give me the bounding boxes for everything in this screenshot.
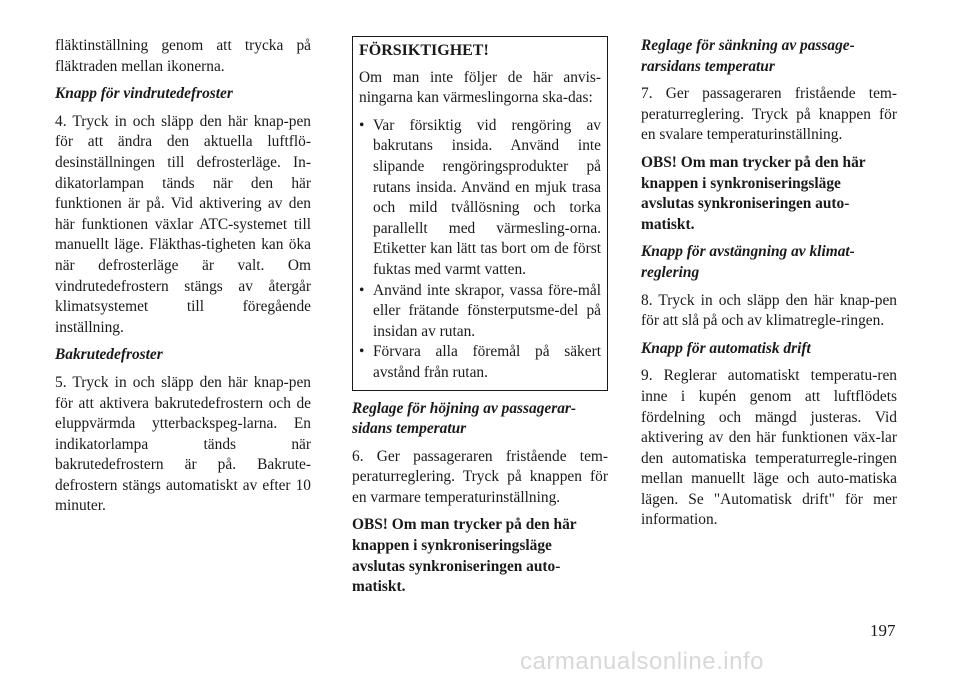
heading-lower-passenger-temp: Reglage för sänkning av passage-rarsidans temperatur [641,37,855,75]
caution-item: • Förvara alla föremål på säkert avstånd från rutan. [359,342,601,383]
column-right [641,36,897,538]
paragraph-5: 5. Tryck in och släpp den här knap-pen för att aktivera bakrutedefrostern och de eluppvärmda ytterbackspeg-larna. En indikatorlampa tänds när bakrutedefrostern är på. Bakrute-defrostern stängs automatiskt av efter 10 minuter. [55,373,311,515]
caution-box [352,36,608,391]
note-sync: OBS! Om man trycker på den här knappen i synkroniseringsläge avslutas synkroniseringen auto-matiskt. [352,516,577,596]
caution-title: FÖRSIKTIGHET! [359,42,489,59]
heading-windshield-defroster: Knapp för vindrutedefroster [55,85,233,103]
paragraph-6: 6. Ger passageraren fristående tem-peraturreglering. Tryck på knappen för en varmare temperaturinställning. [352,447,608,506]
heading-auto-mode: Knapp för automatisk drift [641,339,811,357]
paragraph-9: 9. Reglerar automatiskt temperatu-ren inne i kupén genom att luftflödets fördelning och mängd justeras. Vid aktivering av den här funktionen väx-lar den automatiska temperaturregle-ringen mellan manuellt läge och auto-matiska lägen. Se "Automatisk drift" för mer information. [641,367,897,529]
heading-climate-off: Knapp för avstängning av klimat-reglering [641,243,855,281]
caution-intro: Om man inte följer de här anvis-ningarna kan värmeslingorna ska-das: [359,68,601,107]
paragraph-8: 8. Tryck in och släpp den här knap-pen för att slå på och av klimatregle-ringen. [641,291,897,330]
watermark: carmanualsonline.info [520,648,764,675]
paragraph-7: 7. Ger passageraren fristående tem-peraturreglering. Tryck på knappen för en svalare temperaturinställning. [641,85,897,144]
caution-list [359,116,601,384]
paragraph-4: 4. Tryck in och släpp den här knap-pen för att ändra den aktuella luftflö-desinställningen till defrosterläge. In-dikatorlampan tänds när den här funktionen är på. Vid aktivering av den här funktionen växlar ATC-systemet till manuellt läge. Fläkthas-tigheten kan öka när defrosterläge är valt. Om vindrutedefrostern stängs av återgår klimatsystemet till föregående inställning. [55,112,311,336]
column-left [55,36,311,524]
heading-raise-passenger-temp: Reglage för höjning av passagerar-sidans temperatur [352,399,577,438]
heading-rear-defroster: Bakrutedefroster [55,346,163,364]
intro-text: fläktinställning genom att trycka på fläktraden mellan ikonerna. [55,37,311,75]
caution-item: • Var försiktig vid rengöring av bakrutans insida. Använd inte slipande rengöringsprodukter på rutans insida. Använd en mjuk trasa och mild tvållösning och torka parallellt med värmesling-orna. Etiketter kan lätt tas bort om de först fuktas med varmt vatten. [359,116,601,281]
note-sync: OBS! Om man trycker på den här knappen i synkroniseringsläge avslutas synkroniseringen auto-matiskt. [641,153,866,233]
column-middle [352,36,608,605]
caution-item: • Använd inte skrapor, vassa före-mål eller frätande fönsterputsme-del på insidan av rutan. [359,281,601,343]
page-number: 197 [870,621,896,640]
